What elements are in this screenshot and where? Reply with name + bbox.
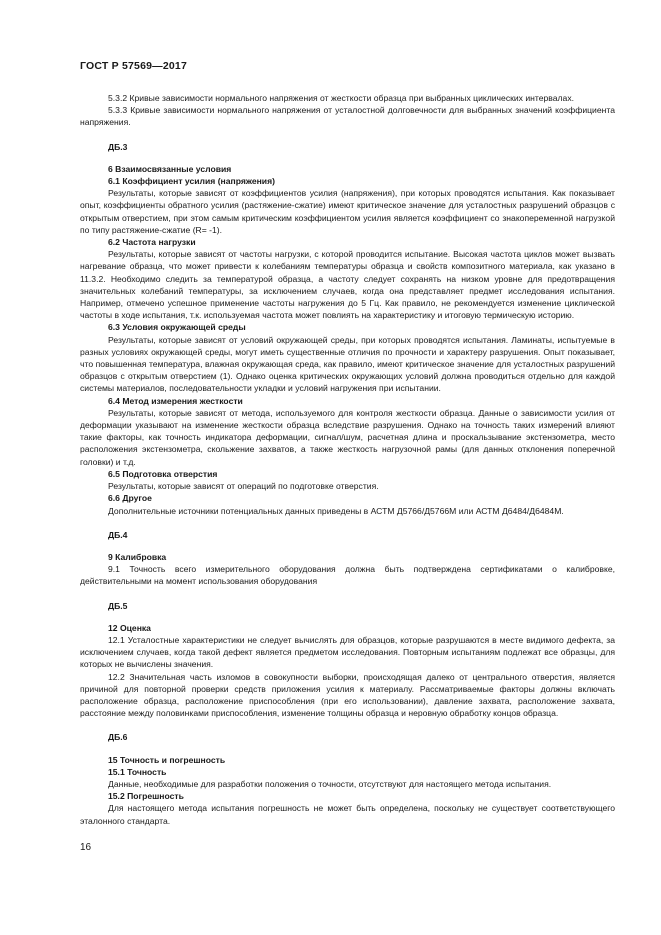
section-heading: 12 Оценка bbox=[108, 622, 151, 633]
section-heading: 6 Взаимосвязанные условия bbox=[108, 163, 232, 174]
appendix-section-label: ДБ.6 bbox=[108, 732, 128, 743]
document-body bbox=[80, 92, 615, 827]
section-heading: 6.6 Другое bbox=[108, 493, 152, 504]
section-heading: 6.1 Коэффициент усилия (напряжения) bbox=[108, 176, 275, 187]
appendix-section-label: ДБ.3 bbox=[108, 141, 128, 152]
paragraph: 12.2 Значительная часть изломов в совокупности выборки, происходящая далеко от центрального отверстия, является причиной для повторной проверки средств приложения усилия к материалу. Рассматриваемые факторы должны включать расположение образца, расположение приспособления (при его использовании), давление захвата, расположение захвата, расстояние между половинками приспособления, изменение толщины образца и неровную обработку концов образца. bbox=[80, 671, 615, 719]
page-number: 16 bbox=[80, 842, 92, 853]
paragraph: Результаты, которые зависят от метода, используемого для контроля жесткости образца. Данные о зависимости усилия от деформации указывают на изменение жесткости образца вследствие разрушения. Однако на точность таких измерений влияют такие факторы, как точность индикатора деформации, сигнал/шум, расчетная длина и проскальзывание экстензометра, место расположения экстензометра, скольжение захватов, а также жесткость нагрузочной рамы (для данных отклонения поперечной головки) и т.д. bbox=[80, 407, 615, 467]
appendix-section-label: ДБ.5 bbox=[108, 600, 128, 611]
section-heading: 6.3 Условия окружающей среды bbox=[108, 322, 246, 333]
paragraph: Результаты, которые зависят от частоты нагрузки, с которой проводится испытание. Высокая частота циклов может вызвать нагревание образца, что может привести к колебаниям температуры образца и свойств композитного материала, как указано в 11.3.2. Необходимо следить за температурой образца, а частоту следует сохранять на низком уровне для предотвращения значительных колебаний температуры, за исключением случаев, когда она представляет предмет исследования испытания. Например, отмечено успешное применение частоты нагружения до 5 Гц. Как правило, не рекомендуется изменение циклической частоты в ходе испытания, т.к. используемая частота может повлиять на характеристику и итоговую термическую историю. bbox=[80, 249, 615, 321]
paragraph: 5.3.2 Кривые зависимости нормального напряжения от жесткости образца при выбранных циклических интервалах. bbox=[108, 93, 575, 103]
spacer bbox=[80, 517, 615, 529]
paragraph: Результаты, которые зависят от коэффициентов усилия (напряжения), при которых проводятся испытания. Как показывает опыт, коэффициенты обратного усилия (растяжение-сжатие) имеют критическое значение для усталостных разрушений образцов с открытым отверстием, при этом самым критическим коэффициентом усилия является коэффициент со знакопеременной нагрузкой по типу растяжение-сжатие (R= -1). bbox=[80, 188, 615, 235]
spacer bbox=[80, 588, 615, 600]
paragraph: Дополнительные источники потенциальных данных приведены в АСТМ Д5766/Д5766М или АСТМ Д6484/Д6484М. bbox=[108, 505, 564, 516]
paragraph: Результаты, которые зависят от условий окружающей среды, при которых проводятся испытания. Ламинаты, испытуемые в разных условиях окружающей среды, могут иметь существенные отличия по прочности и характеру разрушения. Опыт показывает, что повышенная температура, влажная окружающая среда, как правило, имеют критическое значение для усталостных разрушений образцов с открытым отверстием (1). Однако оценка критических окружающих условий должна проводиться отдельно для каждой системы материалов, последовательности укладки и условий нагружения при испытании. bbox=[80, 334, 615, 394]
spacer bbox=[80, 719, 615, 731]
document-header: ГОСТ Р 57569—2017 bbox=[80, 60, 188, 72]
paragraph: Данные, необходимые для разработки положения о точности, отсутствуют для настоящего метода испытания. bbox=[108, 778, 552, 789]
appendix-section-label: ДБ.4 bbox=[108, 529, 128, 540]
spacer bbox=[80, 744, 615, 754]
section-heading: 6.5 Подготовка отверстия bbox=[108, 468, 218, 479]
paragraph: 12.1 Усталостные характеристики не следует вычислять для образцов, которые разрушаются в месте видимого дефекта, за исключением случаев, когда такой дефект является предметом исследования. Повторным испытаниям подлежат все образцы, для которых не вычислены значения. bbox=[80, 634, 615, 670]
section-heading: 6.4 Метод измерения жесткости bbox=[108, 395, 243, 406]
spacer bbox=[80, 541, 615, 551]
paragraph: Для настоящего метода испытания погрешность не может быть определена, поскольку не существует соответствующего эталонного стандарта. bbox=[80, 803, 615, 826]
paragraph: 9.1 Точность всего измерительного оборудования должна быть подтверждена сертификатами о калибровке, действительными на момент использования оборудования bbox=[80, 564, 615, 587]
section-heading: 15.1 Точность bbox=[108, 766, 167, 777]
section-heading: 15.2 Погрешность bbox=[108, 791, 184, 802]
section-heading: 9 Калибровка bbox=[108, 551, 167, 562]
paragraph: 5.3.3 Кривые зависимости нормального напряжения от усталостной долговечности для выбранных значений коэффициента напряжения. bbox=[80, 105, 615, 128]
spacer bbox=[80, 153, 615, 163]
section-heading: 6.2 Частота нагрузки bbox=[108, 237, 196, 248]
spacer bbox=[80, 612, 615, 622]
spacer bbox=[80, 129, 615, 141]
paragraph: Результаты, которые зависят от операций по подготовке отверстия. bbox=[108, 481, 379, 492]
section-heading: 15 Точность и погрешность bbox=[108, 754, 226, 765]
